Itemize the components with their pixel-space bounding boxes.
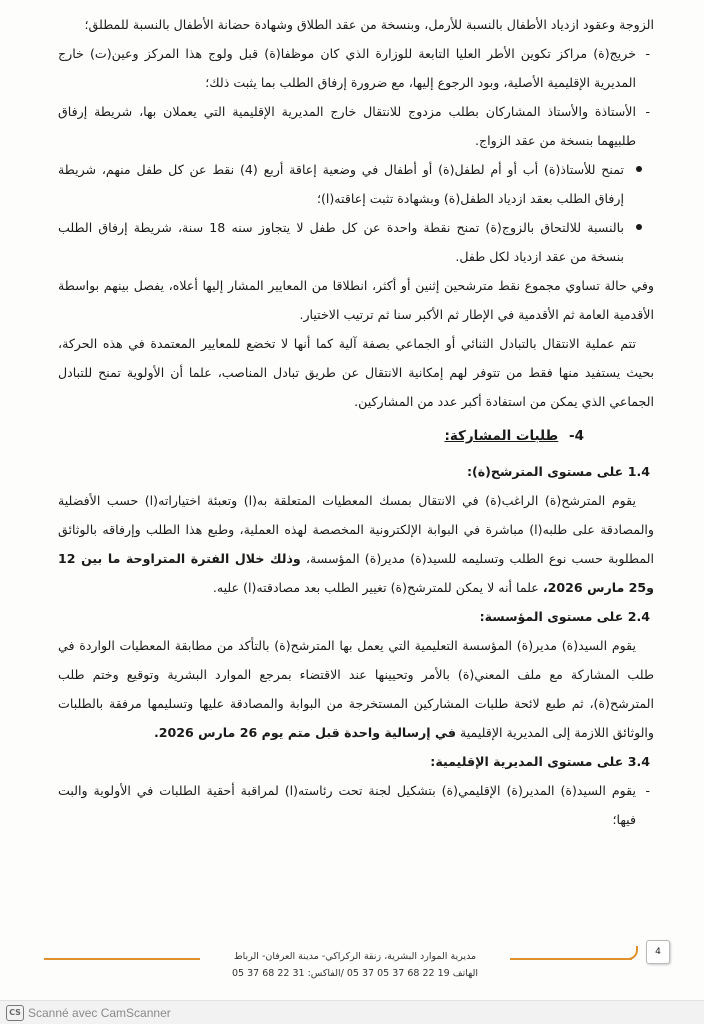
exchange-paragraph: تتم عملية الانتقال بالتبادل الثنائي أو الجماعي بصفة آلية كما أنها لا تخضع للمعايير المعتمدة في هذه الحركة، بحيث يستفيد منها فقط من تتوفر لهم إمكانية الانتقال عن طريق تبادل المناصب، علما أن الأولوية تمنح للتبادل الجماعي الذي يمكن من استفادة أكبر عدد من المشاركين. [58,336,654,409]
scanner-label: Scanné avec CamScanner [28,1006,171,1020]
body-deadline: في إرسالية واحدة قبل متم يوم 26 مارس 2026. [153,725,456,740]
subsection-heading: 3.4 على مستوى المديرية الإقليمية: [430,754,650,769]
body-text-end: علما أنه لا يمكن للمترشح(ة) تغيير الطلب بعد مصادقته(ا) عليه. [212,580,539,595]
list-item: - يقوم السيد(ة) المدير(ة) الإقليمي(ة) بتشكيل لجنة تحت رئاسته(ا) لمراقبة أحقية الطلبات في الأولوية والبت فيها؛ [58,776,654,834]
document-body [58,10,654,834]
list-item: - خريج(ة) مراكز تكوين الأطر العليا التابعة للوزارة الذي كان موظفا(ة) قبل ولوج هذا المركز وعين(ت) خارج المديرية الإقليمية الأصلية، وبود الرجوع إليها، مع ضرورة إرفاق الطلب بما يثبت ذلك؛ [58,39,654,97]
tie-break-paragraph: وفي حالة تساوي مجموع نقط مترشحين إثنين أو أكثر، انطلاقا من المعايير المشار إليها أعلاه، يفصل بينهم بواسطة الأقدمية العامة ثم الأقدمية في الإطار ثم الأكبر سنا ثم ترتيب الاختيار. [58,278,654,322]
section-title: طلبات المشاركة: [444,428,559,444]
subsection-heading: 1.4 على مستوى المترشح(ة): [466,464,650,479]
subsection-body [58,486,654,602]
body-text: يقوم المترشح(ة) الراغب(ة) في الانتقال بمسك المعطيات المتعلقة به(ا) وتعبئة اختياراته(ا) حسب الأفضلية والمصادقة على طلبه(ا) مباشرة في البوابة الإلكترونية المخصصة لهذه العملية، وطبع هذا الطلب وإرفاقه بالوثائق المطلوبة حسب نوع الطلب وتسليمه للسيد(ة) مدير(ة) المؤسسة، [58,493,654,566]
section-heading [58,422,654,451]
list-item: - الأستاذة والأستاذ المشاركان بطلب مزدوج للانتقال خارج المديرية الإقليمية التي يعملان بها، شريطة إرفاق طلبيهما بنسخة من عقد الزواج. [58,97,654,155]
footer-contact: الهاتف 19 22 68 37 05 37 05 /الفاكس: 31 22 68 37 05 [231,968,479,979]
camscanner-logo-icon: CS [6,1005,24,1021]
section-number: 4- [568,428,584,444]
bullet-item: بالنسبة للالتحاق بالزوج(ة) تمنح نقطة واحدة عن كل طفل لا يتجاوز سنه 18 سنة، شريطة إرفاق الطلب بنسخة من عقد ازدياد لكل طفل. [58,213,646,271]
bullet-item: تمنح للأستاذ(ة) أب أو أم لطفل(ة) أو أطفال في وضعية إعاقة أربع (4) نقط عن كل طفل منهم، شريطة إرفاق الطلب بعقد ازدياد الطفل(ة) وبشهادة تثبت إعاقته(ا)؛ [58,155,646,213]
subsection-body [58,631,654,747]
footer [200,948,510,982]
page-number: 4 [646,940,670,964]
scanner-watermark-bar [0,1000,704,1024]
body-text: يقوم السيد(ة) مدير(ة) المؤسسة التعليمية التي يعمل بها المترشح(ة) بالتأكد من مطابقة المعطيات الواردة في طلب المشاركة مع ملف المعني(ة) بالأمر وتحيينها عند الاقتضاء بمرجع الموارد البشرية وتوقيع وختم طلب المترشح(ة)، ثم طبع لائحة طلبات المشاركين المستخرجة من البوابة والمصادقة عليها وتسليمها مرفقة بالطلبات والوثائق اللازمة إلى المديرية الإقليمية [58,638,654,740]
footer-rule-curve [628,946,638,960]
subsection-heading: 2.4 على مستوى المؤسسة: [479,609,650,624]
continued-paragraph: الزوجة وعقود ازدياد الأطفال بالنسبة للأرمل، وبنسخة من عقد الطلاق وشهادة حضانة الأطفال بالنسبة للمطلق؛ [84,17,654,32]
body-deadline: وذلك خلال الفترة المتراوحة ما بين 12 و25 مارس 2026، [58,551,654,595]
footer-address: مديرية الموارد البشرية، زنقة الركراكي- مدينة العرفان- الرباط [233,951,477,962]
